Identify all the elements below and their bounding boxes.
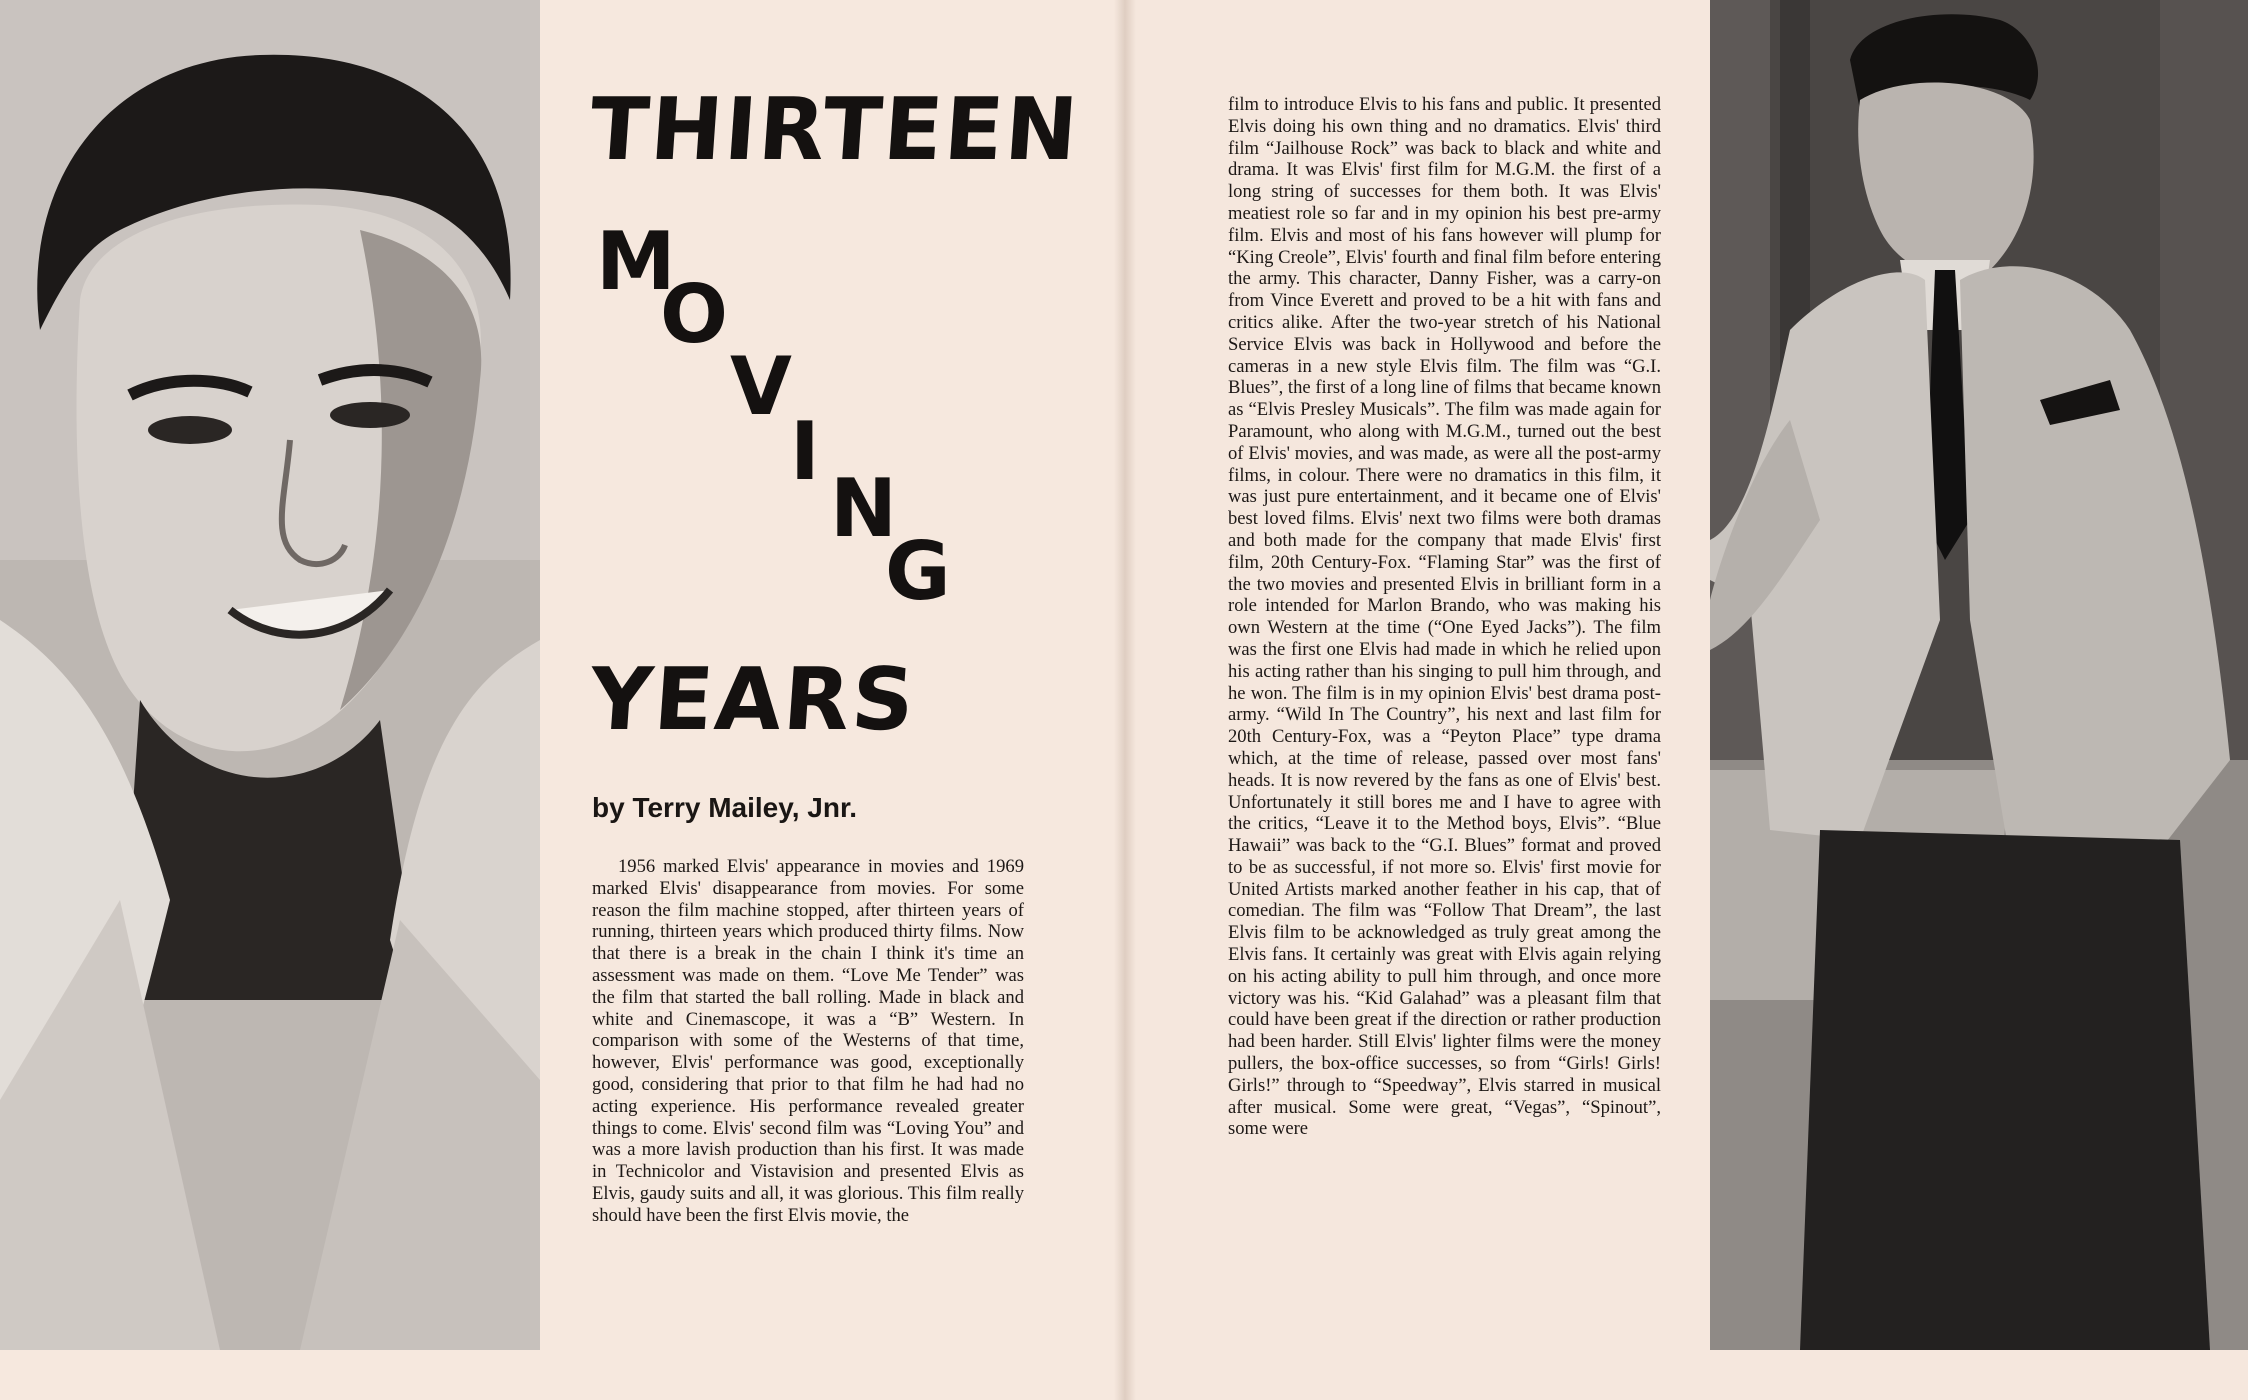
performer-photo — [1710, 0, 2248, 1350]
byline: by Terry Mailey, Jnr. — [592, 792, 858, 823]
article-column-1 — [592, 856, 1024, 1276]
title-letter-n: N — [830, 462, 897, 555]
article-column-2-text: film to introduce Elvis to his fans and public. It presented Elvis doing his own thing and no dramatics. Elvis' third film “Jailhouse Rock” was back to black and white and drama. It was Elvis' first film for M.G.M. the first of a long string of successes for them both. It was Elvis' meatiest role so far and in my opinion his best pre-army film. Elvis and most of his fans however will plump for “King Creole”, Elvis' fourth and final film before entering the army. This character, Danny Fisher, was a carry-on from Vince Everett and proved to be a hit with fans and critics alike. After the two-year stretch of his National Service Elvis was back in Hollywood and before the cameras in a new style Elvis film. The film was “G.I. Blues”, the first of a long line of films that became known as “Elvis Presley Musicals”. The film was made again for Paramount, who along with M.G.M., turned out the best of Elvis' movies, and was made, as were all the post-army films, in colour. There were no dramatics in this film, it was just pure entertainment, and it became one of Elvis' best loved films. Elvis' next two films were both dramas and both made for the company that made Elvis' first film, 20th Century-Fox. “Flaming Star” was the first of the two movies and presented Elvis in brilliant form in a role intended for Marlon Brando, who was making his own Western at the time (“One Eyed Jacks”). The film was the first one Elvis had made in which he relied upon his acting rather than his singing to pull him through, and he won. The film is in my opinion Elvis' best drama post-army. “Wild In The Country”, his next and last film for 20th Century-Fox, was a “Peyton Place” type drama which, at the time of release, passed over most fans' heads. It is now revered by the fans as one of Elvis' best. Unfortunately it still bores me and I have to agree with the critics, “Leave it to the Method boys, Elvis”. “Blue Hawaii” was back to the “G.I. Blues” format and proved to be as successful, if not more so. Elvis' first movie for United Artists marked another feather in his cap, that of comedian. The film was “Follow That Dream”, the last Elvis film to be acknowledged as truly great among the Elvis fans. It certainly was great with Elvis again relying on his acting ability to pull him through, and once more victory was his. “Kid Galahad” was a pleasant film that could have been great if the direction or rather production had been harder. Still Elvis' lighter films were the money pullers, the box-office successes, so from “Girls! Girls! Girls!” through to “Speedway”, Elvis starred in musical after musical. Some were great, “Vegas”, “Spinout”, some were — [1228, 94, 1661, 1140]
title-letter-o: O — [660, 268, 729, 361]
article-title-line3: YEARS — [586, 650, 920, 750]
performer-photo-icon — [1710, 0, 2248, 1350]
article-column-2 — [1228, 94, 1661, 1274]
portrait-photo — [0, 0, 540, 1350]
title-letter-i: I — [790, 405, 820, 498]
title-letter-m: M — [596, 215, 676, 308]
title-letter-g: G — [885, 525, 951, 618]
article-column-1-text: 1956 marked Elvis' appearance in movies and 1969 marked Elvis' disappearance from movies. For some reason the film machine stopped, after thirteen years of running, thirteen years which produced thirty films. Now that there is a break in the chain I think it's time an assessment was made on them. “Love Me Tender” was the film that started the ball rolling. Made in black and white and Cinemascope, it was a “B” Western. In comparison with some of the Westerns of that time, however, Elvis' performance was good, exceptionally good, considering that prior to that film he had had no acting experience. His performance revealed greater things to come. Elvis' second film was “Loving You” and was a more lavish production than his first. It was made in Technicolor and Vistavision and presented Elvis as Elvis, gaudy suits and all, it was glorious. This film really should have been the first Elvis movie, the — [592, 856, 1024, 1226]
article-title-line1: THIRTEEN — [586, 80, 1083, 180]
page-gutter — [1114, 0, 1136, 1400]
portrait-photo-icon — [0, 0, 540, 1350]
title-letter-v: V — [730, 340, 792, 433]
